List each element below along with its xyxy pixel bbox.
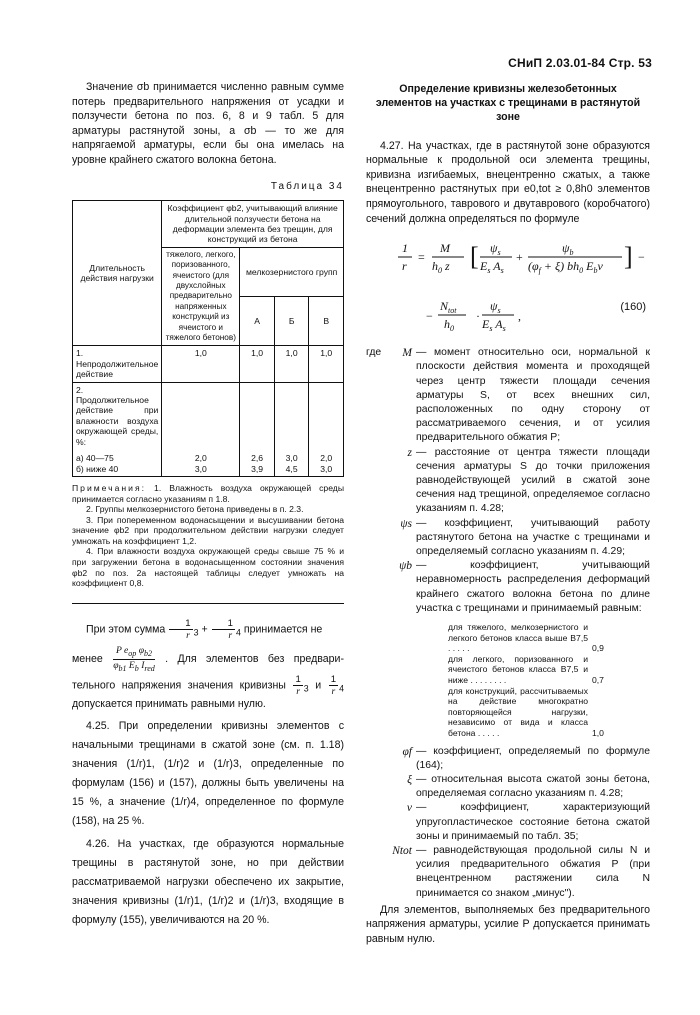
fraction: $\frac{1}{r}$ [212, 618, 235, 641]
list-item-text: для конструкций, рассчитываемых на действие многократно повторяющейся нагрузки, независимо от вида и класса бетона . . . . . [448, 685, 588, 738]
table-cell: 1,0 [309, 346, 344, 382]
svg-text:=: = [418, 250, 425, 265]
table-value: 3,0 [285, 453, 298, 464]
header-duration: Длительность действия нагрузки [73, 201, 162, 346]
paragraph-4-26: 4.26. На участках, где образуются нормальные трещины в растянутой зоне, но при действии рассматриваемой нагрузки обеспечено их закрытие, значения кривизны (1/r)1, (1/r)2 и (1/r)3, входящие в формулу (155), увеличиваются на 20 %. [72, 838, 344, 927]
definition-text: — коэффициент, характеризующий упругопластическое состояние бетона сжатой зоны и принимаемый по табл. 35; [416, 802, 650, 842]
list-item [448, 654, 650, 686]
svg-text:ψb: $\psi_b$ [562, 241, 574, 258]
text-fragment: . Для элементов без предвари- [165, 653, 344, 666]
definition-symbol: Ntot [392, 844, 412, 857]
note-4: 4. При влажности воздуха окружающей среды свыше 75 % и при загружении бетона в водонасыщенном состоянии значения φb2 по поз. 2а настоящей таблицы следует умножать на коэффициент 0,8. [72, 546, 344, 589]
note-1: 1. Влажность воздуха окружающей среды принимается согласно указаниям п 1.8. [72, 482, 344, 504]
definition-ntot [366, 844, 650, 901]
svg-text:−: − [638, 250, 645, 265]
definition-symbol: z [407, 446, 412, 459]
svg-text:Es As: $E_s$ $A_s$ [482, 317, 506, 334]
header-group-v: В [309, 297, 344, 346]
definition-text: — относительная высота сжатой зоны бетона, определяемая согласно указаниям п. 4.28; [416, 773, 650, 800]
note-3: 3. При попеременном водонасыщении и высушивании бетона значение φb2 при продолжительном действии нагрузки следует умножать на коэффициент 1,2. [72, 514, 344, 546]
divider [72, 603, 344, 604]
paragraph-sigma: Значение σb принимается численно равным сумме потерь предварительного напряжения от усадки и ползучести бетона по поз. 6, 8 и 9 табл. 5 для арматуры растянутой зоны, а σb — то же для напрягаемой арматуры, если бы она имелась на уровне крайнего сжатого волокна бетона. [72, 81, 344, 166]
header-coefficient: Коэффициент φb2, учитывающий влияние длительной ползучести бетона на деформации элемента без трещин, для конструкций из бетона [162, 201, 344, 248]
paragraph-sum: При этом сумма $\frac{1}{r}$ $_3$ + $\frac{1}{r}$ $_4$ принимается не [86, 617, 323, 641]
where-label: где [366, 347, 382, 359]
definition-symbol: M [402, 347, 412, 360]
formula-160 [366, 236, 650, 340]
row2-label [73, 382, 162, 476]
list-item-text: для тяжелого, мелкозернистого и легкого бетонов класса выше В7,5 . . . . . [448, 622, 588, 654]
list-item-text: для легкого, поризованного и ячеистого бетонов класса В7,5 и ниже . . . . . . . . [448, 653, 588, 685]
psi-b-values [448, 622, 650, 739]
list-item-value: 1,0 [592, 727, 604, 738]
notes-label: Примечания: [72, 482, 147, 493]
table-value: 2,0 [320, 453, 333, 464]
header-fine-grained: мелкозернистого групп [240, 247, 344, 296]
svg-text:h0 z: $h_0$ z [432, 259, 450, 276]
header-group-a: А [240, 297, 275, 346]
definition-text: — коэффициент, учитывающий работу растянутого бетона на участке с трещинами и определяемый согласно указаниям п. 4.29; [416, 517, 650, 558]
svg-text:−: − [426, 309, 433, 324]
svg-text:,: , [518, 309, 521, 324]
definition-symbol: ν [406, 802, 412, 815]
definition-symbol: ξ [407, 773, 412, 786]
row1-label: 1. Непродолжительное действие [73, 346, 162, 382]
definition-symbol: ψs [400, 517, 412, 530]
fraction-min-value: $\frac{P e_{op} \varphi_{b2}}{\varphi_{b1} E_b I_{red}}$ [113, 644, 155, 673]
table-34 [72, 200, 344, 477]
svg-text:+: + [516, 250, 523, 265]
table-cell: 1,0 [274, 346, 309, 382]
note-2: 2. Группы мелкозернистого бетона приведены в п. 2.3. [86, 504, 304, 515]
table-cell [274, 382, 309, 476]
table-value: 2,0 [194, 453, 207, 464]
definitions [366, 346, 650, 901]
svg-text:r: r [402, 259, 407, 274]
paragraph-4-27: 4.27. На участках, где в растянутой зоне образуются нормальные к продольной оси элемента трещины, кривизна изгибаемых, внецентренно сжатых, а также внецентренно растянутых при e0,tot ≥ 0,8h0 элементов прямоугольного, таврового и двутаврового (коробчатого) сечений должна определяться по формуле [366, 139, 650, 225]
equation-number: (160) [620, 301, 646, 314]
table-cell [162, 382, 240, 476]
row2-title: 2. Продолжительное действие при влажности воздуха окружающей среды, %: [76, 384, 159, 447]
table-cell: 1,0 [162, 346, 240, 382]
list-item-value: 0,9 [592, 643, 604, 654]
svg-text:M: M [440, 241, 450, 256]
paragraph-sum-cont: менее $\frac{P e_{op} \varphi_{b2}}{\varphi_{b1} E_b I_{red}}$ . Для элементов без предвари- тельного напряжения значения кривизны $\frac{1}{r}$ $_3$ и $\frac{1}{r}$ $_4$ допускается принимать равными нулю. [72, 644, 344, 710]
text-fragment: допускается принимать равными нулю. [72, 697, 266, 710]
row2b-label: б) ниже 40 [76, 463, 119, 474]
table-value: 3,0 [194, 463, 207, 474]
svg-text:h0: $h_0$ [444, 317, 454, 334]
definition-z [366, 446, 650, 517]
definition-phi-f [366, 745, 650, 773]
definition-xi [366, 773, 650, 801]
table-cell: 1,0 [240, 346, 275, 382]
svg-text:ψs: $\psi_s$ [490, 241, 501, 258]
definition-text: — коэффициент, учитывающий неравномерность распределения деформаций крайнего сжатого волокна бетона по длине участка с трещинами и принимаемый равным: [416, 560, 650, 614]
row2a-label: а) 40—75 [76, 453, 114, 464]
svg-text:Es As: $E_s$ $A_s$ [480, 259, 504, 276]
fraction: $\frac{1}{r}$ [169, 618, 192, 641]
header-group-b: Б [274, 297, 309, 346]
definition-text: — расстояние от центра тяжести площади сечения арматуры S до точки приложения равнодействующей усилий в сжатой зоне сечения над трещиной, определяемое согласно указаниям п. 4.28; [416, 446, 650, 515]
definition-nu [366, 801, 650, 844]
left-column [72, 80, 344, 930]
list-item [448, 686, 650, 739]
svg-text:Ntot: $N_{tot}$ [440, 299, 457, 316]
svg-text:1: 1 [402, 241, 408, 256]
text-fragment: менее [72, 653, 103, 666]
paragraph-final: Для элементов, выполняемых без предварительного напряжения арматуры, усилие P допускается принимать равным нулю. [366, 903, 650, 945]
fraction: $\frac{1}{r}$ [330, 673, 337, 697]
definition-psi-b [366, 559, 650, 616]
definition-symbol: φf [402, 745, 412, 758]
table-value: 2,6 [251, 453, 264, 464]
table-value: 3,9 [251, 463, 264, 474]
table-cell [240, 382, 275, 476]
svg-text:(φf + ξ) bh0 Ebν: $(\varphi_f + \xi)$ $bh_0$ $E_b\nu$ [528, 259, 603, 276]
definition-text: — равнодействующая продольной силы N и усилия предварительного обжатия P (при внецентренном растяжении сила N принимается со знаком „минус"). [416, 844, 650, 899]
svg-text:]: ] [624, 242, 633, 272]
definition-M [366, 346, 650, 445]
text-fragment: принимается не [243, 623, 323, 636]
definition-text: — коэффициент, определяемый по формуле (164); [416, 745, 650, 771]
definition-symbol: ψb [399, 560, 412, 573]
table-value: 4,5 [285, 463, 298, 474]
table-caption: Таблица 34 [270, 180, 344, 192]
text-fragment: и [315, 678, 322, 691]
definition-text: — момент относительно оси, нормальной к плоскости действия момента и проходящей через центр тяжести площади сечения арматуры S, от всех внешних сил, расположенных по одну сторону от рассматриваемого сечения, и от усилия предварительного обжатия P; [416, 347, 650, 444]
table-cell [309, 382, 344, 476]
paragraph-4-25: 4.25. При определении кривизны элементов с начальными трещинами в сжатой зоне (см. п. 1.18) значения (1/r)1, (1/r)2 и (1/r)3, определенные по формулам (156) и (157), должны быть увеличены на 15 %, а значение (1/r)4, определенное по формуле (158), на 25 %. [72, 720, 344, 828]
list-item [448, 622, 650, 654]
text-fragment: тельного напряжения значения кривизны [72, 678, 286, 691]
table-notes [72, 483, 344, 589]
table-value: 3,0 [320, 463, 333, 474]
definition-psi-s [366, 517, 650, 560]
formula-graphic [366, 236, 650, 340]
header-heavy-concrete: тяжелого, легкого, поризованного, ячеистого (для двухслойных предварительно напряженных конструкций из ячеистого и тяжелого бетонов) [162, 247, 240, 346]
svg-text:ψs: $\psi_s$ [490, 299, 501, 316]
page-header: СНиП 2.03.01-84 Стр. 53 [508, 56, 652, 70]
svg-text:[: [ [470, 242, 479, 272]
section-title: Определение кривизны железобетонных элементов на участках с трещинами в растянутой зоне [375, 83, 641, 124]
svg-text:·: · [476, 309, 480, 324]
text-fragment: При этом сумма [86, 623, 166, 636]
list-item-value: 0,7 [592, 675, 604, 685]
fraction: $\frac{1}{r}$ [295, 673, 301, 697]
right-column [366, 82, 650, 947]
